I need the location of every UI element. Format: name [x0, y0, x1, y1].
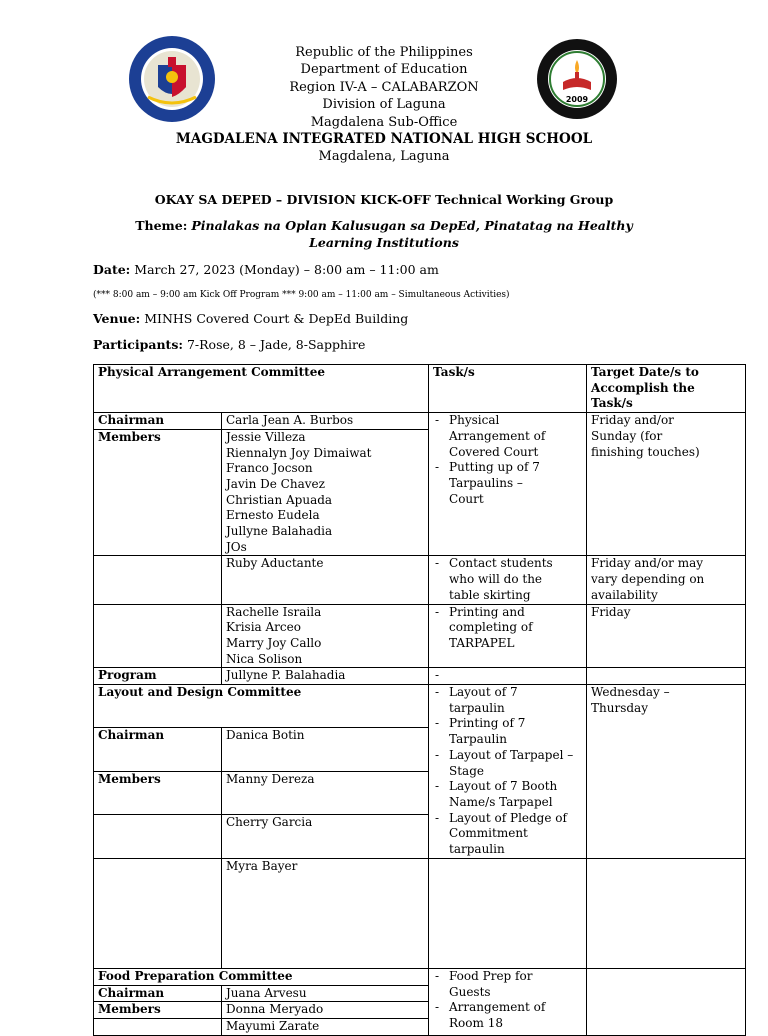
fp-member-name: Mayumi Zarate: [222, 1018, 429, 1035]
fp-chairman-name: Juana Arvesu: [222, 985, 429, 1002]
ld-committee-title: Layout and Design Committee: [94, 685, 429, 728]
ruby-target-cell: Friday and/or may vary depending on availability: [587, 556, 746, 604]
table-row: [94, 556, 746, 604]
fp-member-name: Donna Meryado: [222, 1002, 429, 1019]
pa-target-cell: Friday and/or Sunday (for finishing touches): [587, 413, 746, 556]
program-name: Jullyne P. Balahadia: [222, 668, 429, 685]
tarpapel-target: Friday: [587, 604, 746, 668]
pa-members-list: Jessie Villeza Riennalyn Joy Dimaiwat Franco Jocson Javin De Chavez Christian Apuada Ernesto Eudela Jullyne Balahadia JOs: [222, 429, 429, 556]
ld-chairman-name: Danica Botin: [222, 728, 429, 771]
members-label: Members: [94, 429, 222, 556]
ruby-task-cell: - Contact students who will do the table skirting: [429, 556, 587, 604]
table-row: [94, 968, 746, 985]
fp-tasks-cell: - Food Prep for Guests - Arrangement of Room 18: [429, 968, 587, 1035]
header-line-4: Division of Laguna: [322, 97, 446, 112]
participants-label: Participants:: [93, 337, 183, 352]
chairman-label: Chairman: [94, 728, 222, 771]
ld-member-name: Manny Dereza: [222, 771, 429, 814]
ld-member-name: Myra Bayer: [222, 858, 429, 968]
committee-header: Physical Arrangement Committee: [94, 365, 429, 413]
venue-value: MINHS Covered Court & DepEd Building: [144, 311, 409, 326]
tarpapel-task-cell: - Printing and completing of TARPAPEL: [429, 604, 587, 668]
date-label: Date:: [93, 262, 131, 277]
tasks-header: Task/s: [429, 365, 587, 413]
theme-value-2: Learning Institutions: [309, 235, 459, 250]
document-title: OKAY SA DEPED – DIVISION KICK-OFF Technical Working Group: [154, 192, 614, 207]
theme-value-1: Pinalakas na Oplan Kalusugan sa DepEd, Pinatatag na Healthy: [191, 218, 633, 233]
members-label: Members: [94, 1002, 222, 1019]
table-row: [94, 858, 746, 968]
table-header-row: [94, 365, 746, 413]
members-label: Members: [94, 771, 222, 814]
venue-label: Venue:: [93, 311, 141, 326]
date-value: March 27, 2023 (Monday) – 8:00 am – 11:00 am: [134, 262, 439, 277]
chairman-label: Chairman: [94, 413, 222, 430]
schedule-note: (*** 8:00 am – 9:00 am Kick Off Program *** 9:00 am – 11:00 am – Simultaneous Activities): [93, 290, 510, 300]
ld-tasks-cell: - Layout of 7 tarpaulin - Printing of 7 Tarpaulin - Layout of Tarpapel – Stage - Layout of 7 Booth Name/s Tarpapel - Layout of Pledge of Commitment tarpaulin: [429, 685, 587, 859]
theme-label: Theme:: [135, 218, 188, 233]
table-row: [94, 685, 746, 728]
header-line-1: Republic of the Philippines: [295, 45, 473, 60]
pa-tasks-cell: - Physical Arrangement of Covered Court - Putting up of 7 Tarpaulins – Court: [429, 413, 587, 556]
table-row: [94, 604, 746, 668]
table-row: [94, 413, 746, 430]
theme-line-2: [0, 235, 768, 250]
participants-value: 7-Rose, 8 – Jade, 8-Sapphire: [186, 337, 366, 352]
committee-table: [93, 364, 746, 1036]
theme-line-1: [0, 218, 768, 233]
header-line-3: Region IV-A – CALABARZON: [289, 80, 479, 95]
school-name: MAGDALENA INTEGRATED NATIONAL HIGH SCHOOL: [175, 131, 593, 147]
table-row: Program Jullyne P. Balahadia -: [94, 668, 746, 685]
ruby-name: Ruby Aductante: [222, 556, 429, 604]
fp-committee-title: Food Preparation Committee: [94, 968, 429, 985]
header-line-5: Magdalena Sub-Office: [310, 115, 458, 130]
ld-target-cell: Wednesday – Thursday: [587, 685, 746, 859]
pa-chairman-name: Carla Jean A. Burbos: [222, 413, 429, 430]
participants-line: [93, 337, 365, 352]
venue-line: [93, 311, 408, 326]
chairman-label: Chairman: [94, 985, 222, 1002]
date-line: [93, 262, 439, 277]
school-location: Magdalena, Laguna: [318, 149, 450, 164]
header-line-2: Department of Education: [300, 62, 468, 77]
target-header: Target Date/s to Accomplish the Task/s: [587, 365, 746, 413]
program-label: Program: [94, 668, 222, 685]
ld-member-name: Cherry Garcia: [222, 815, 429, 858]
school-logo-year: 2009: [565, 95, 589, 104]
tarpapel-members: Rachelle Israila Krisia Arceo Marry Joy Callo Nica Solison: [222, 604, 429, 668]
